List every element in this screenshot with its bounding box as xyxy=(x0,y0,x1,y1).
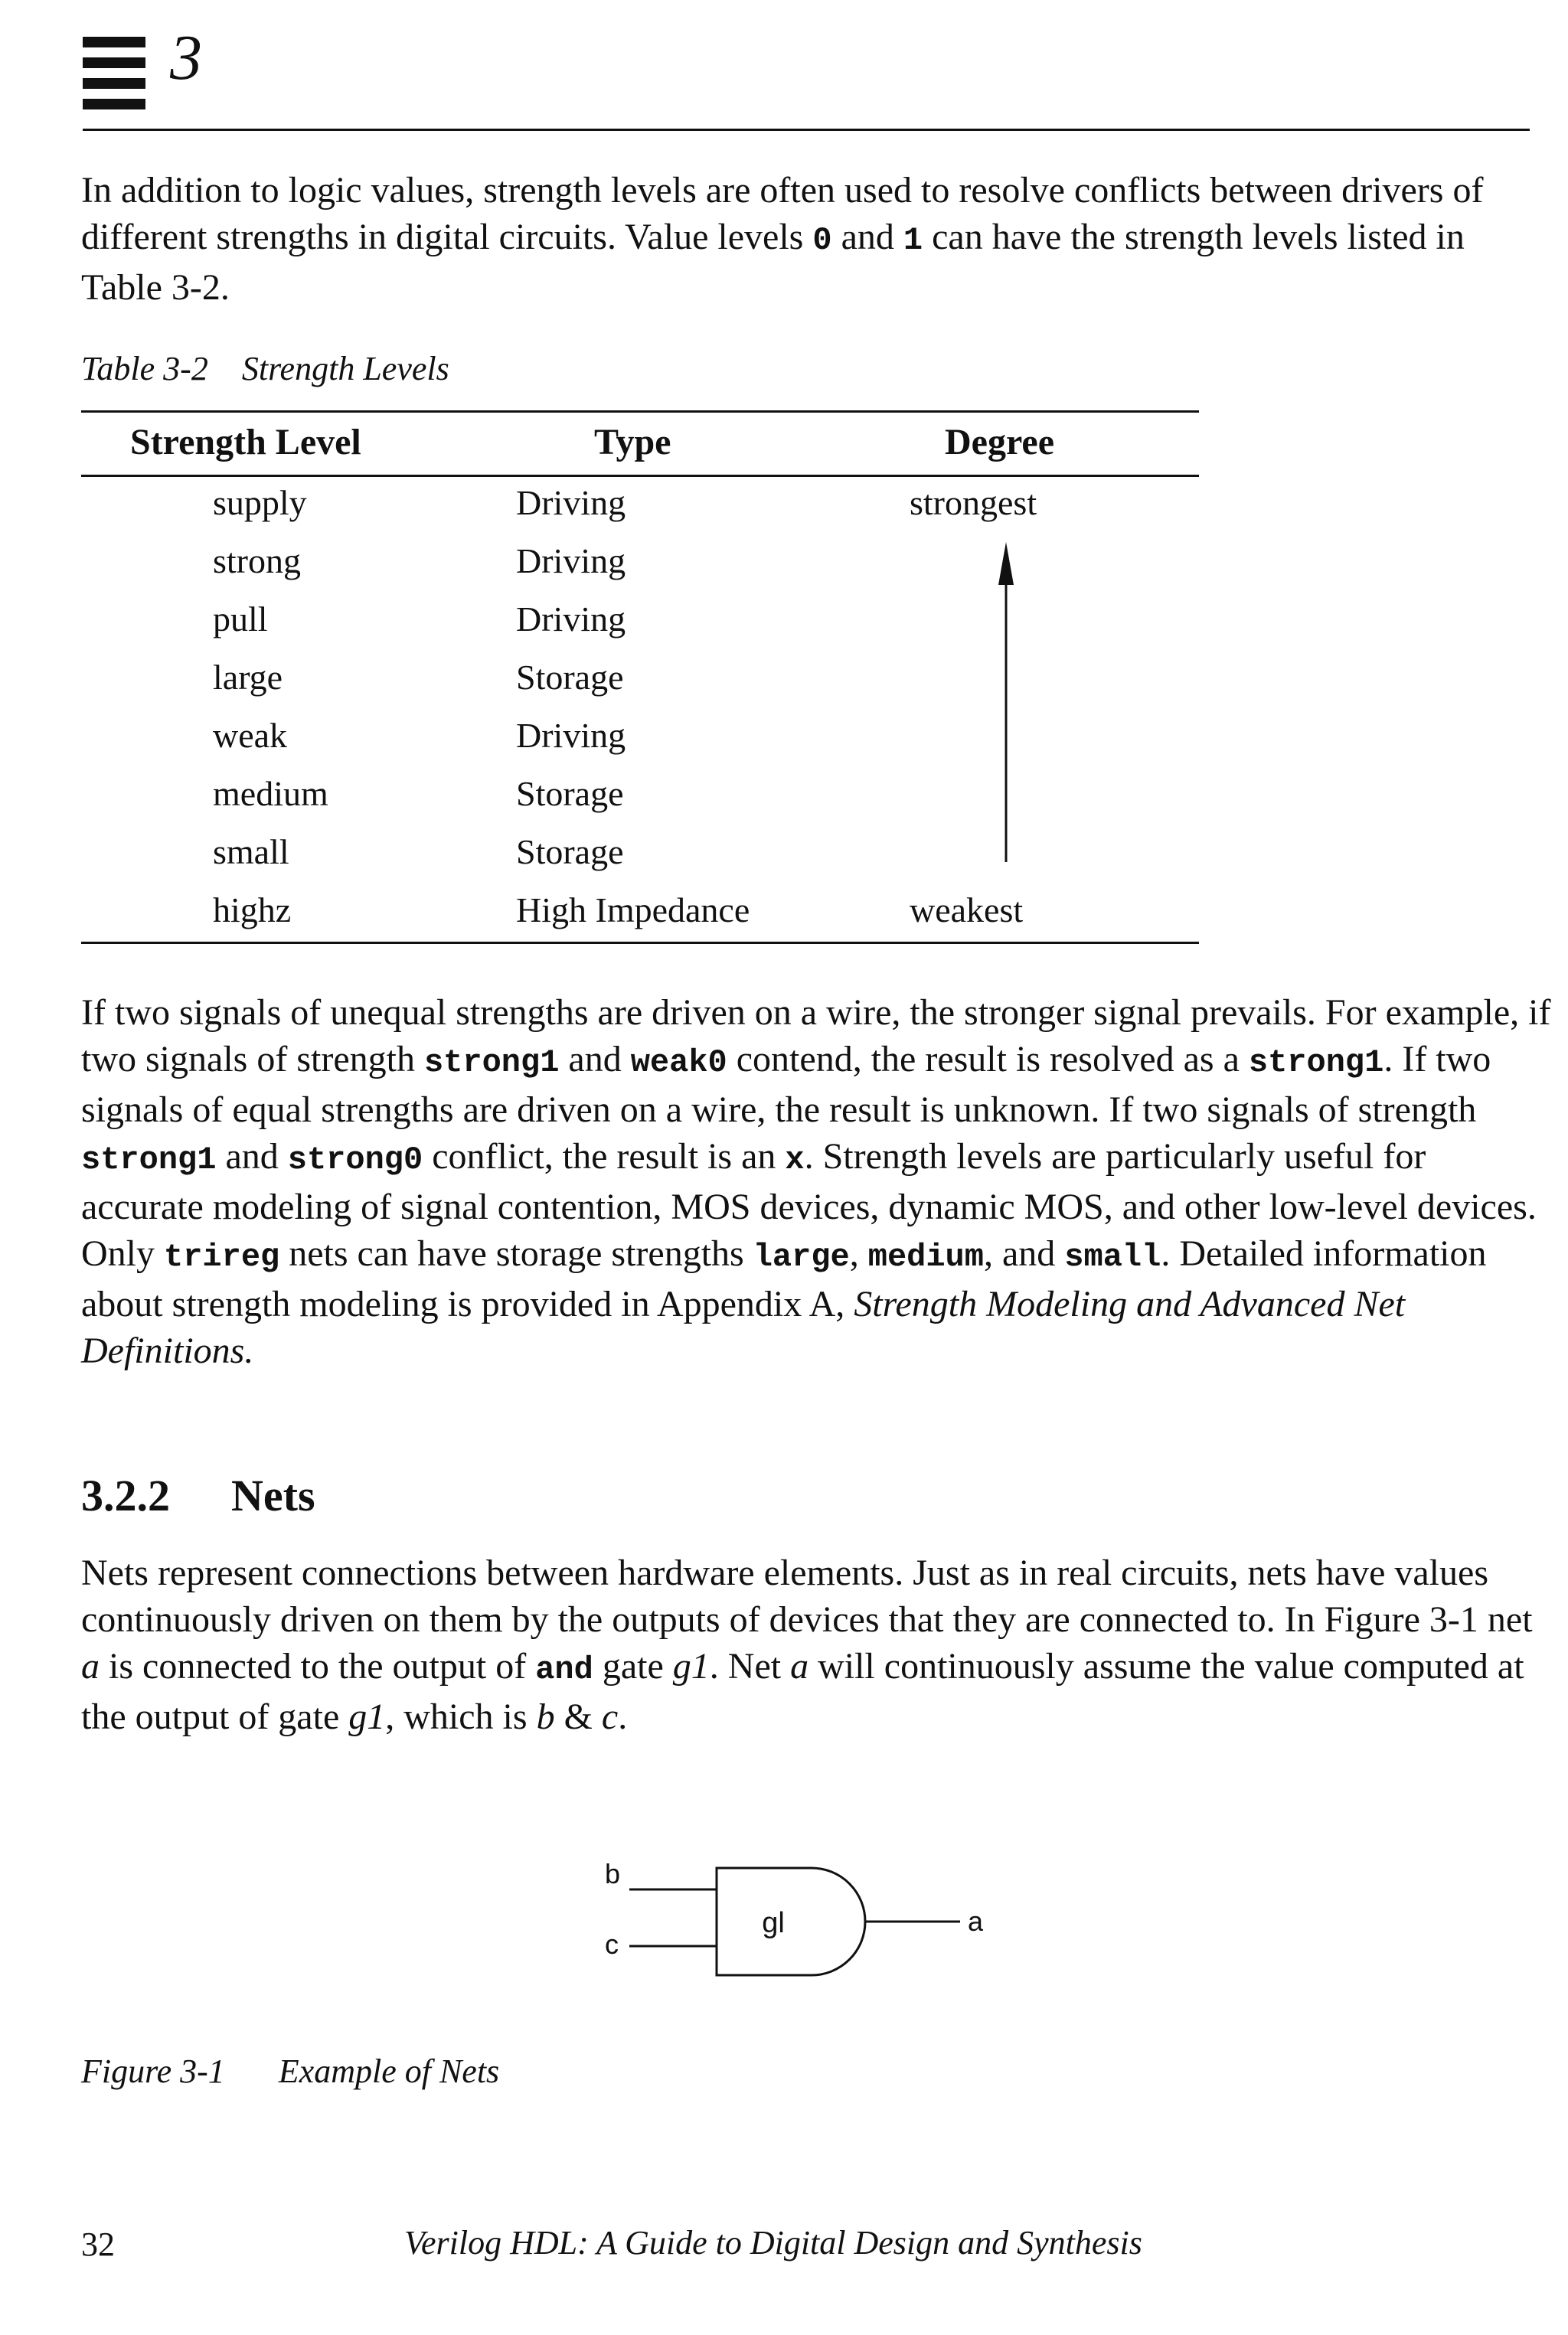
section-title: Nets xyxy=(231,1471,315,1520)
table-cell-type: Storage xyxy=(516,832,624,871)
table-cell-type: Storage xyxy=(516,774,624,813)
chapter-number: 3 xyxy=(170,22,202,93)
and-gate-body xyxy=(717,1868,865,1975)
table-caption xyxy=(81,349,449,388)
table-bottom-rule xyxy=(81,942,1199,944)
book-title-footer: Verilog HDL: A Guide to Digital Design and Synthesis xyxy=(404,2224,1142,2262)
table-cell-type: Driving xyxy=(516,541,626,580)
figure-caption-number: Figure 3-1 xyxy=(81,2053,225,2090)
table-header-rule xyxy=(81,475,1199,477)
strength-paragraph: If two signals of unequal strengths are driven on a wire, the stronger signal prevails. For example, if two signals of strength strong1 and weak0 contend, the result is resolved as a strong1. If two signals of equal strengths are driven on a wire, the result is unknown. If two signals of strength strong1 and strong0 conflict, the result is an x. Strength levels are particularly useful for accurate modeling of signal contention, MOS devices, dynamic MOS, and other low-level devices. Only trireg nets can have storage strengths large, medium, and small. Detailed information about strength modeling is provided in Appendix A, Strength Modeling and Advanced Net Definitions. xyxy=(81,992,1551,1371)
page-number: 32 xyxy=(81,2226,115,2263)
table-cell-level: strong xyxy=(213,541,301,580)
table-cell-level: weak xyxy=(213,716,288,755)
intro-paragraph: In addition to logic values, strength levels are often used to resolve conflicts between drivers of different strengths in digital circuits. Value levels 0 and 1 can have the strength levels listed in Table 3-2. xyxy=(81,170,1484,308)
table-cell-level: small xyxy=(213,832,289,871)
table-cell-level: supply xyxy=(213,483,307,522)
figure-caption xyxy=(81,2052,499,2091)
table-cell-level: large xyxy=(213,658,283,697)
table-header-degree: Degree xyxy=(945,422,1055,462)
section-heading xyxy=(81,1470,315,1521)
table-top-rule xyxy=(81,410,1199,413)
section-number: 3.2.2 xyxy=(81,1471,170,1520)
table-header-strength-level: Strength Level xyxy=(130,422,361,462)
table-cell-degree-top: strongest xyxy=(910,483,1037,522)
gate-label: gl xyxy=(762,1907,785,1939)
table-caption-number: Table 3-2 xyxy=(81,350,208,387)
table-cell-type: Driving xyxy=(516,483,626,522)
output-a-label: a xyxy=(968,1906,984,1937)
figure-caption-title: Example of Nets xyxy=(278,2053,500,2090)
table-caption-title: Strength Levels xyxy=(241,350,449,387)
table-cell-degree-bottom: weakest xyxy=(910,890,1024,929)
table-cell-type: Driving xyxy=(516,716,626,755)
table-cell-type: High Impedance xyxy=(516,890,750,929)
header-rule xyxy=(83,129,1530,131)
and-gate-figure xyxy=(582,1837,1041,1983)
table-cell-level: medium xyxy=(213,774,328,813)
table-cell-level: pull xyxy=(213,599,268,638)
degree-arrow-icon xyxy=(991,542,1021,864)
input-b-label: b xyxy=(605,1858,621,1889)
table-cell-type: Driving xyxy=(516,599,626,638)
chapter-marker-icon xyxy=(83,37,145,110)
strength-levels-table xyxy=(81,410,1199,946)
table-header-type: Type xyxy=(594,422,671,462)
table-cell-type: Storage xyxy=(516,658,624,697)
table-cell-level: highz xyxy=(213,890,292,929)
nets-paragraph: Nets represent connections between hardware elements. Just as in real circuits, nets have values continuously driven on them by the outputs of devices that they are connected to. In Figure 3-1 net a is connected to the output of and gate g1. Net a will continuously assume the value computed at the output of gate g1, which is b & c. xyxy=(81,1553,1533,1737)
input-c-label: c xyxy=(605,1928,619,1960)
